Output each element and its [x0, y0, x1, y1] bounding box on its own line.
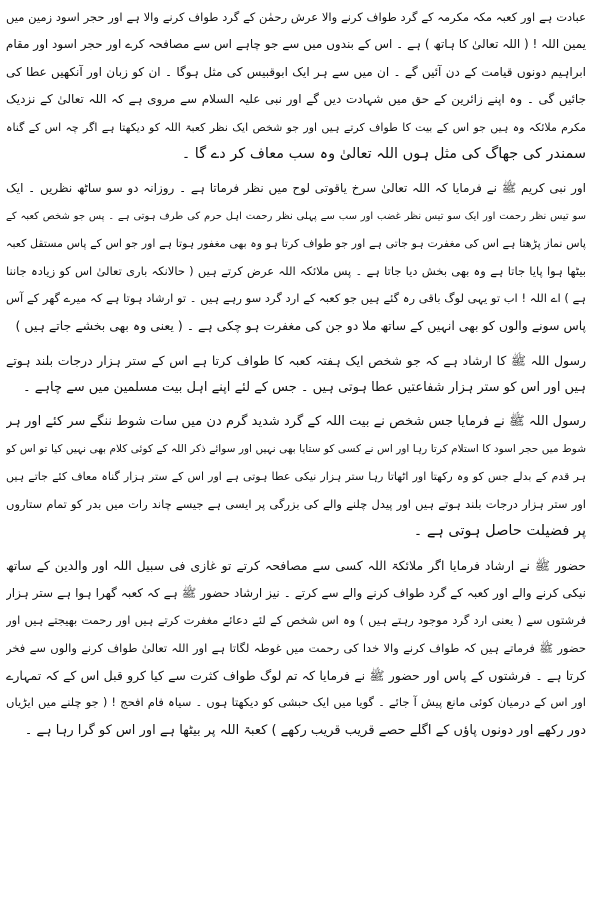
text-line: پر فضیلت حاصل ہوتی ہے ۔	[413, 523, 586, 540]
text-line: اور نبی کریم ﷺ نے فرمایا کہ اللہ تعالیٰ سرخ یاقوتی لوح میں نظر فرماتا ہے ۔ روزانہ دو سو ساٹھ نظریں ۔ ایک	[6, 181, 586, 196]
text-line: سمندر کی جھاگ کی مثل ہوں اللہ تعالیٰ وہ سب معاف کر دے گا ۔	[181, 145, 586, 162]
text-line: نیکی کرنے والے اور کعبہ کے گرد طواف کرنے والے سے کرتے ۔ نیز ارشاد حضور ﷺ ہے کہ کعبہ گھرا ہوا ہے ستر ہزار	[6, 585, 586, 600]
text-line: رسول اللہ ﷺ نے فرمایا جس شخص نے بیت اللہ کے گرد شدید گرم دن میں سات شوط ننگے سر کئے اور ہر	[6, 414, 586, 430]
text-line: جائیں گی ۔ وہ اپنے زائرین کے حق میں شہادت دیں گے اور نبی علیہ السلام سے مروی ہے کہ اللہ تعالیٰ کے نزدیک	[6, 92, 586, 107]
paragraph-5	[6, 552, 586, 744]
text-line: ہیں اور اس کو ستر ہزار شفاعتیں عطا ہوتی ہیں ۔ جس کے لئے اپنے اہل بیت مسلمین میں سے چاہے ۔	[23, 380, 586, 396]
text-line: حضور ﷺ فرماتے ہیں کہ طواف کرنے والا خدا کی رحمت میں غوطہ لگاتا ہے اور اللہ تعالیٰ طواف کرنے والوں سے فخر	[6, 640, 586, 655]
text-line: اور ستر ہزار درجات بلند ہوتے ہیں اور پیدل چلنے والے کی بزرگی پر ایسی ہے جیسے چاند رات میں بدر کو تمام ستاروں	[6, 496, 586, 511]
text-line: سو تیس نظر رحمت اور ایک سو تیس نظر غضب اور سب سے پہلی نظر رحمت اہل حرم کی طرف ہوتی ہے ۔ پس جو شخص کعبہ کے	[6, 210, 586, 222]
text-line: پاس سونے والوں کو بھی انہیں کے ساتھ ملا دو جن کی مغفرت ہو چکی ہے ۔ ( یعنی وہ بھی بخشے جاتے ہیں )	[15, 318, 586, 334]
paragraph-1	[6, 4, 586, 168]
text-line: مکرم ملائکہ وہ ہیں جو اس کے بیت کا طواف کرتے ہیں اور جو شخص ایک نظر کعبۃ اللہ کو دیکھتا ہے اگر چہ اس کے گناہ	[6, 120, 586, 134]
text-line: ہے ) اے اللہ ! اب تو یہی لوگ باقی رہ گئے ہیں جو کعبہ کے ارد گرد سو رہے ہیں ۔ تو ارشاد ہوتا ہے کہ میرے گھر کے آس	[6, 290, 586, 305]
text-line: فرشتوں سے ( یعنی ارد گرد موجود رہتے ہیں ) وہ اس شخص کے لئے دعائے مغفرت کرتے ہیں اور رحمت بھیجتے ہیں اور	[6, 613, 586, 628]
text-line: پاس نماز پڑھتا ہے اس کی مغفرت ہو جاتی ہے اور جو طواف کرتا ہو وہ بھی مغفور ہوتا ہے اور جو اس کے پاس مستقل کعبہ	[6, 237, 586, 251]
text-line: حضور ﷺ نے ارشاد فرمایا اگر ملائکۃ اللہ کسی سے مصافحہ کرتے تو غازی فی سبیل اللہ اور والدین کے ساتھ	[6, 558, 586, 574]
paragraph-2	[6, 175, 586, 339]
paragraph-3	[6, 347, 586, 402]
text-line: یمین اللہ ! ( اللہ تعالیٰ کا ہاتھ ) ہے ۔ اس کے بندوں میں سے جو چاہے اس سے مصافحہ کرے اور حجر اسود اور مقام	[6, 37, 586, 52]
text-line: ابراہیم دونوں قیامت کے دن آئیں گے ۔ ان میں سے ہر ایک ابوقبیس کی مثل ہوگا ۔ ان کو زبان اور آنکھیں عطا کی	[6, 64, 586, 79]
paragraph-4	[6, 408, 586, 545]
text-line: کرتا ہے ۔ فرشتوں کے پاس اور حضور ﷺ نے فرمایا کہ تم لوگ طواف کثرت سے کیا کرو قبل اس کے کہ تمہارے	[6, 667, 586, 683]
text-line: شوط میں حجر اسود کا استلام کرتا رہا اور اس نے کسی کو ستایا بھی نہیں اور سوائے ذکر اللہ کے کوئی کلام بھی نہیں کیا تو اس کو	[6, 442, 586, 455]
text-line: رسول اللہ ﷺ کا ارشاد ہے کہ جو شخص ایک ہفتہ کعبہ کا طواف کرتا ہے اس کے ستر ہزار درجات بلند ہوتے	[6, 352, 586, 368]
text-line: اور اس کے درمیان کوئی مانع پیش آ جائے ۔ گویا میں ایک حبشی کو دیکھتا ہوں ۔ سیاہ فام افحج ! ( جو چلنے میں ایڑیاں	[6, 695, 586, 710]
text-line: ہر قدم کے بدلے جس کو وہ رکھتا اور اٹھاتا رہا ستر ہزار نیکی عطا ہوتی ہے اور اس کے ستر ہزار گناہ معاف کئے جاتے ہیں	[6, 470, 586, 484]
text-line: دور رکھے اور دونوں پاؤں کے اگلے حصے قریب قریب رکھے ) کعبۃ اللہ پر بیٹھا ہے اور اس کو گرا رہا ہے ۔	[24, 722, 586, 738]
text-line: عبادت ہے اور کعبہ مکہ مکرمہ کے گرد طواف کرنے والا عرش رحمٰن کے گرد طواف کرنے والا ہے اور حجر اسود زمین میں	[6, 10, 586, 24]
text-line: بیٹھا ہوا پایا جاتا ہے وہ بھی بخش دیا جاتا ہے ۔ پس ملائکہ اللہ عرض کرتے ہیں ( حالانکہ باری تعالیٰ اس کو زیادہ جاننا	[6, 263, 586, 278]
